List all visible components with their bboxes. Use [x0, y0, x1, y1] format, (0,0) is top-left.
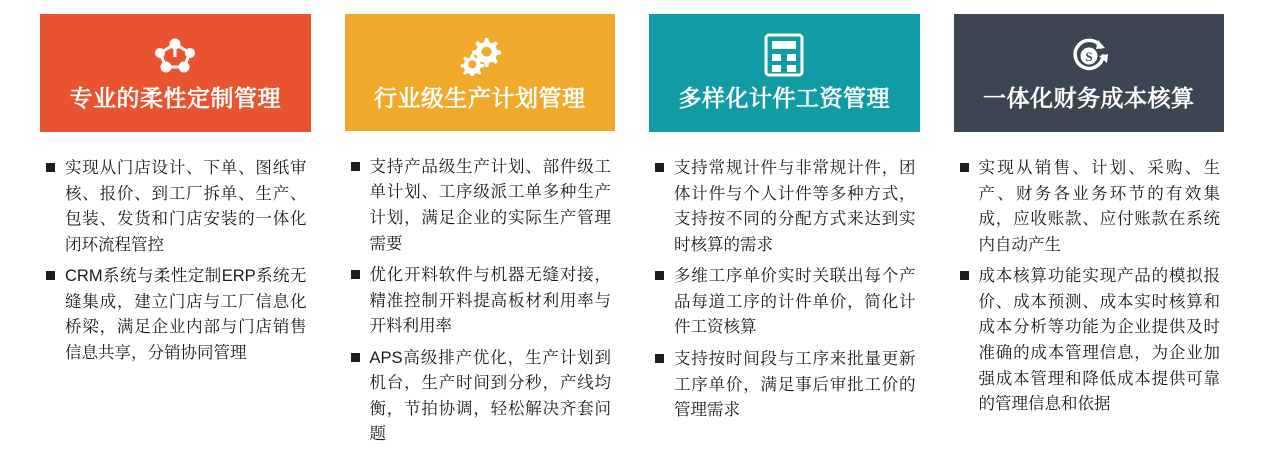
card-title-4: 一体化财务成本核算: [983, 85, 1195, 111]
card-title-1: 专业的柔性定制管理: [69, 85, 281, 111]
card-header-1: [40, 14, 311, 132]
bullet-marker-icon: [655, 354, 664, 363]
molecule-icon: [153, 32, 197, 78]
bullet-text: 优化开料软件与机器无缝对接，精准控制开料提高板材利用率与开料利用率: [369, 266, 611, 336]
list-item: [351, 263, 612, 340]
bullet-text: 实现从销售、计划、采购、生产、财务各业务环节的有效集成，应收账款、应付账款在系统内自动产生: [978, 159, 1220, 254]
bullet-marker-icon: [46, 163, 55, 172]
list-item: [655, 156, 916, 258]
list-item: [655, 347, 916, 424]
bullet-marker-icon: [351, 270, 360, 279]
card-header-3: [649, 14, 920, 132]
bullet-text: CRM系统与柔性定制ERP系统无缝集成，建立门店与工厂信息化桥梁，满足企业内部与门店销售信息共享，分销协同管理: [65, 267, 307, 362]
card-bullets-2: [345, 131, 616, 454]
bullet-text: APS高级排产优化，生产计划到机台，生产时间到分秒，产线均衡，节拍协调，轻松解决齐套问题: [369, 348, 611, 444]
feature-column-3: [649, 14, 920, 454]
bullet-marker-icon: [960, 163, 969, 172]
feature-column-1: [40, 14, 311, 454]
bullet-text: 实现从门店设计、下单、图纸审核、报价、到工厂拆单、生产、包装、发货和门店安装的一体化闭环流程管控: [65, 159, 307, 254]
bullet-text: 支持按时间段与工序来批量更新工序单价，满足事后审批工价的管理需求: [674, 349, 916, 420]
gears-icon: [457, 32, 503, 78]
cost-cycle-icon: [1067, 32, 1111, 78]
list-item: [351, 346, 612, 448]
calculator-icon: [764, 32, 804, 78]
card-title-3: 多样化计件工资管理: [678, 85, 890, 111]
svg-text:S: S: [1085, 49, 1093, 64]
list-item: [655, 264, 916, 341]
feature-column-2: [345, 14, 616, 454]
card-bullets-3: [649, 132, 920, 430]
bullet-marker-icon: [46, 271, 55, 280]
card-bullets-4: [954, 132, 1225, 424]
list-item: [351, 155, 612, 257]
bullet-marker-icon: [655, 271, 664, 280]
bullet-marker-icon: [655, 163, 664, 172]
feature-column-4: [954, 14, 1225, 454]
list-item: [960, 264, 1221, 417]
list-item: [960, 156, 1221, 258]
bullet-marker-icon: [351, 353, 360, 362]
bullet-text: 多维工序单价实时关联出每个产品每道工序的计件单价，简化计件工资核算: [674, 267, 916, 337]
bullet-marker-icon: [960, 271, 969, 280]
bullet-text: 支持常规计件与非常规计件，团体计件与个人计件等多种方式，支持按不同的分配方式来达到实时核算的需求: [674, 159, 916, 254]
list-item: [46, 156, 307, 258]
card-header-2: [345, 14, 616, 131]
card-bullets-1: [40, 132, 311, 373]
card-header-4: [954, 14, 1225, 132]
card-title-2: 行业级生产计划管理: [374, 85, 586, 111]
bullet-marker-icon: [351, 162, 360, 171]
bullet-text: 支持产品级生产计划、部件级工单计划、工序级派工单多种生产计划，满足企业的实际生产管理需要: [369, 157, 611, 253]
list-item: [46, 264, 307, 366]
bullet-text: 成本核算功能实现产品的模拟报价、成本预测、成本实时核算和成本分析等功能为企业提供及时准确的成本管理信息，为企业加强成本管理和降低成本提供可靠的管理信息和依据: [978, 267, 1220, 414]
